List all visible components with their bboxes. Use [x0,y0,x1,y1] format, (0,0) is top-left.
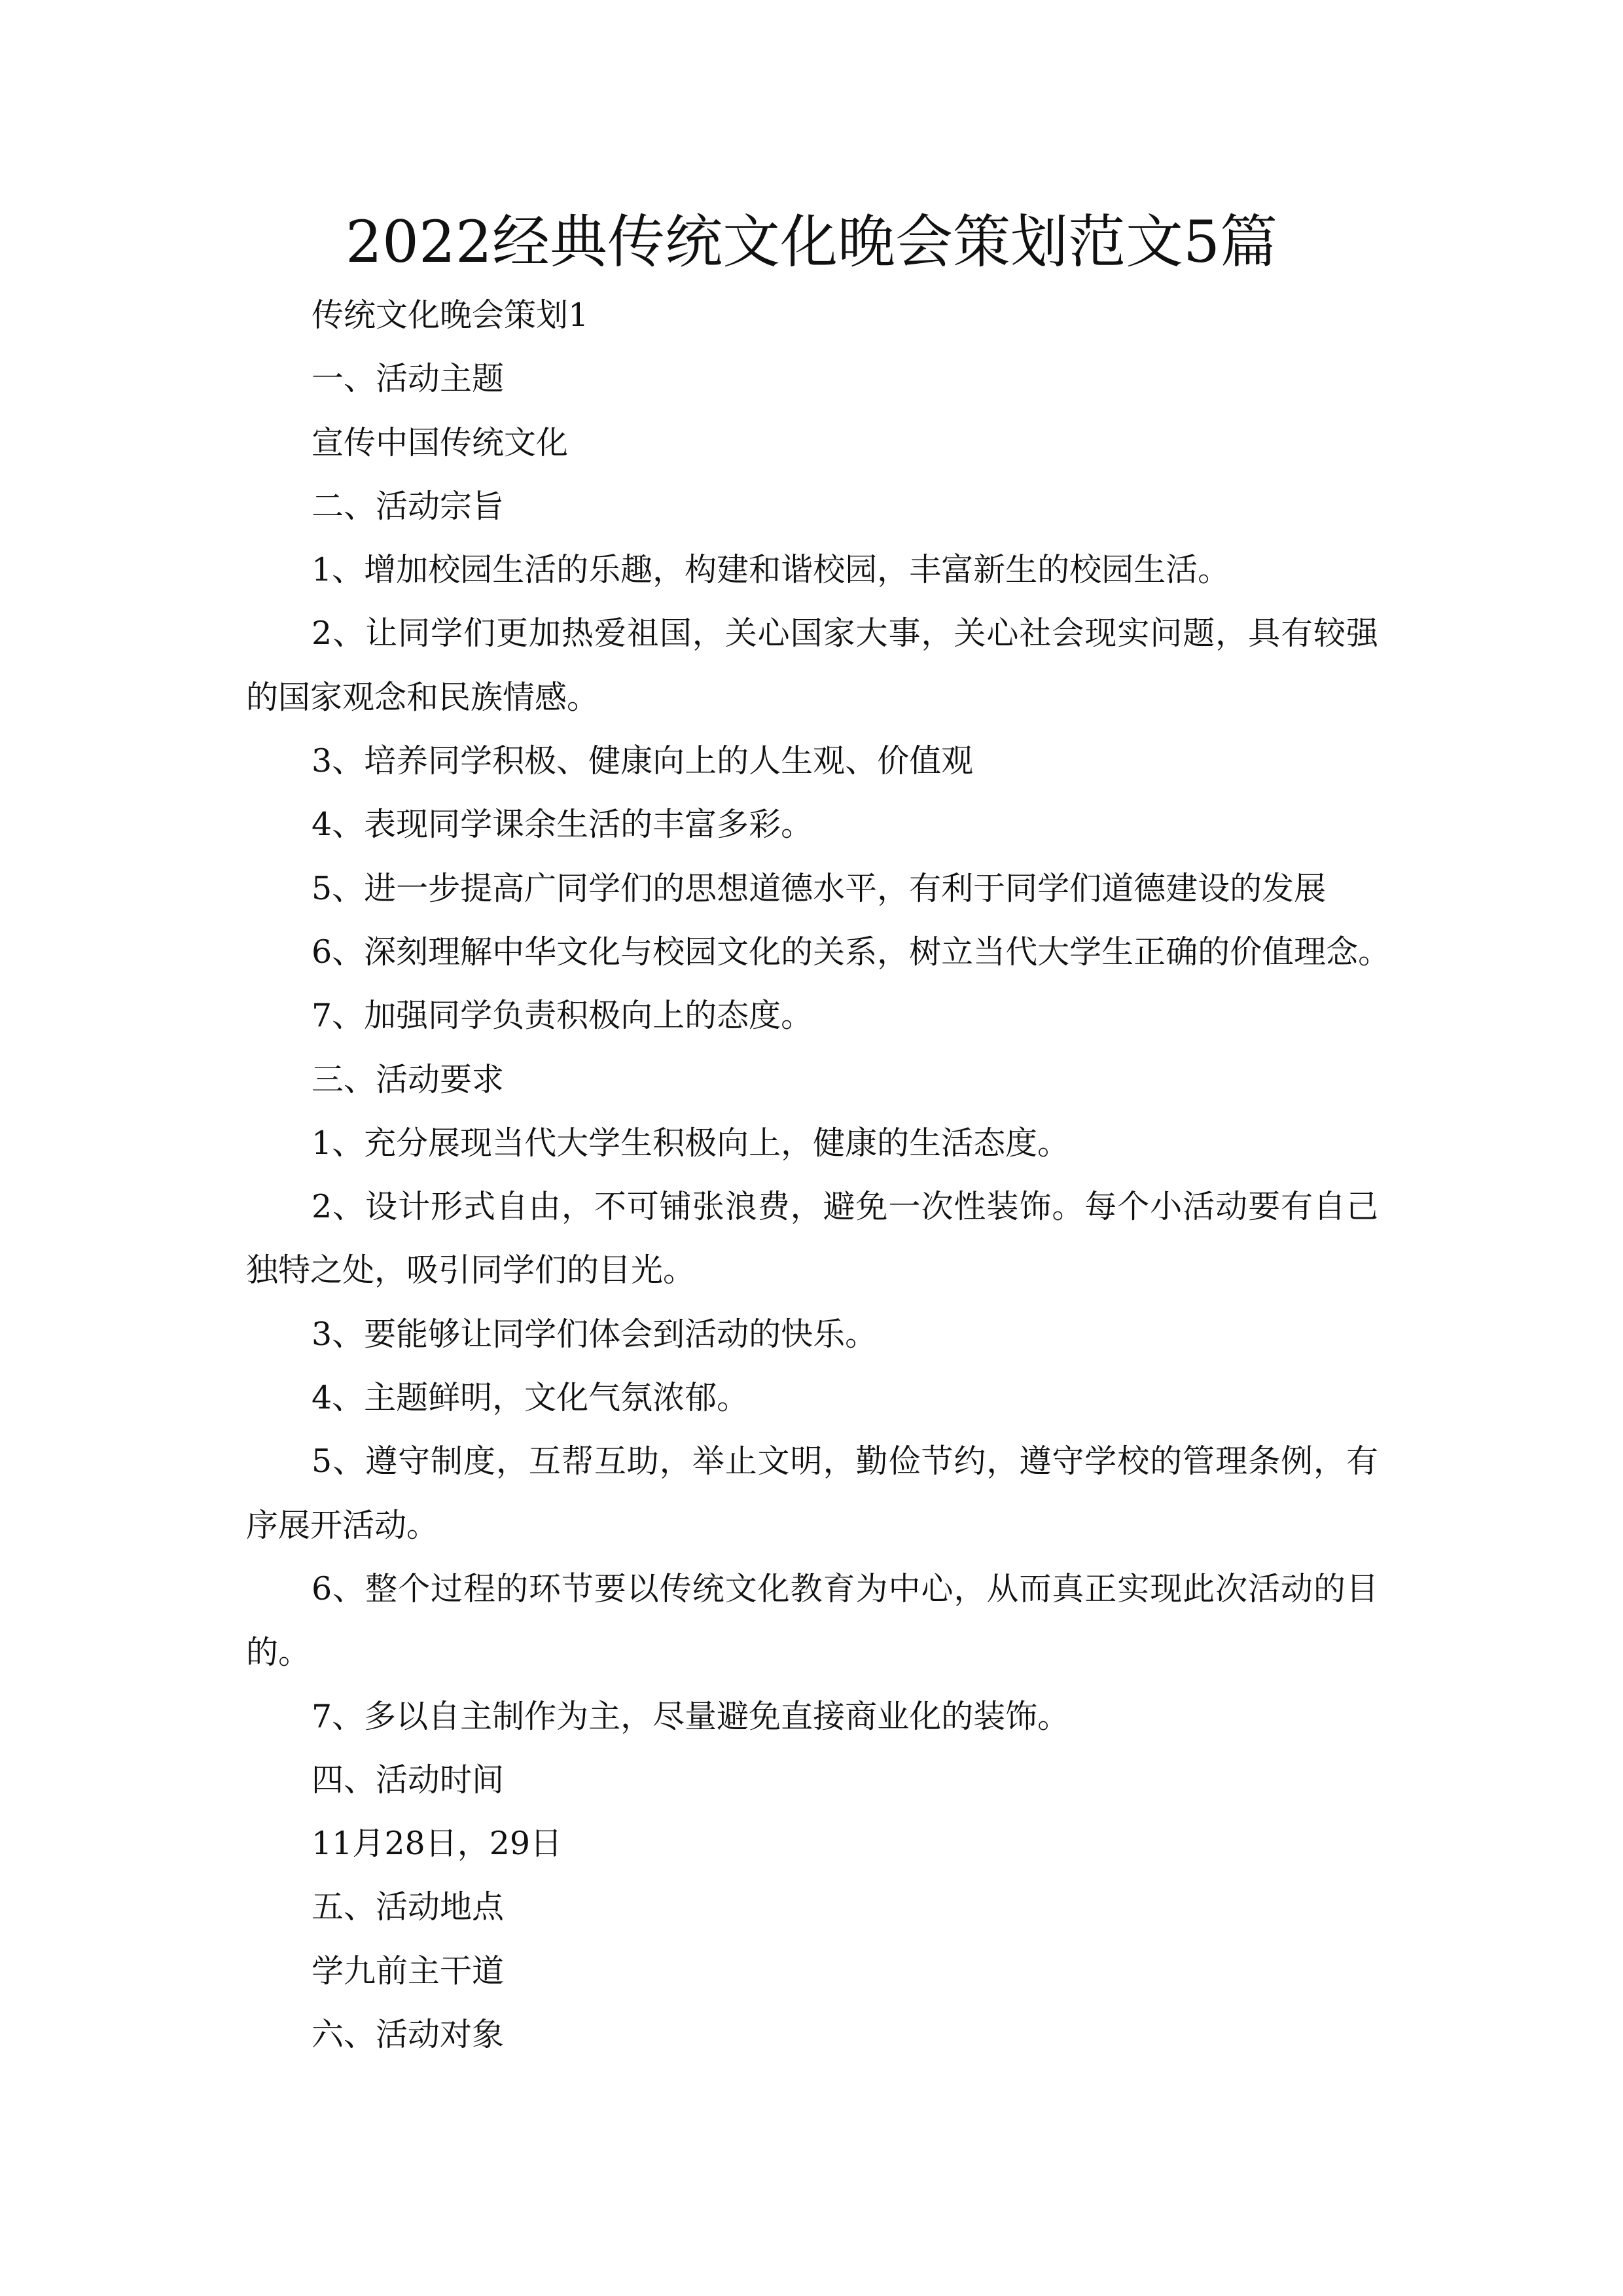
text-line: 六、活动对象 [312,2016,505,2054]
text-line: 一、活动主题 [312,360,505,398]
text-line: 5、进一步提高广同学们的思想道德水平，有利于同学们道德建设的发展 [312,869,1327,907]
document-title: 2022经典传统文化晚会策划范文5篇 [346,208,1277,276]
text-line: 1、增加校园生活的乐趣，构建和谐校园，丰富新生的校园生活。 [312,551,1230,589]
text-line: 6、整个过程的环节要以传统文化教育为中心，从而真正实现此次活动的目 [312,1570,1378,1607]
text-line: 6、深刻理解中华文化与校园文化的关系，树立当代大学生正确的价值理念。 [312,933,1391,971]
text-line: 5、遵守制度，互帮互助，举止文明，勤俭节约，遵守学校的管理条例，有 [312,1443,1378,1480]
document-body [246,283,1391,2066]
text-line: 1、充分展现当代大学生积极向上，健康的生活态度。 [312,1124,1070,1162]
text-line: 的。 [246,1634,311,1672]
text-line: 2、设计形式自由，不可铺张浪费，避免一次性装饰。每个小活动要有自己 [312,1188,1378,1226]
text-line: 序展开活动。 [246,1506,439,1544]
text-line: 4、主题鲜明，文化气氛浓郁。 [312,1379,749,1417]
text-line: 3、培养同学积极、健康向上的人生观、价值观 [312,742,974,780]
text-line: 五、活动地点 [312,1888,505,1926]
text-line: 独特之处，吸引同学们的目光。 [246,1251,696,1289]
text-line: 宣传中国传统文化 [312,423,569,461]
text-line: 二、活动宗旨 [312,487,505,525]
text-line: 7、多以自主制作为主，尽量避免直接商业化的装饰。 [312,1697,1070,1735]
text-line: 三、活动要求 [312,1060,505,1098]
text-line: 的国家观念和民族情感。 [246,678,599,716]
text-line: 传统文化晚会策划1 [312,296,589,334]
text-line: 4、表现同学课余生活的丰富多彩。 [312,806,813,844]
text-line: 3、要能够让同学们体会到活动的快乐。 [312,1315,878,1353]
text-line: 7、加强同学负责积极向上的态度。 [312,997,813,1035]
text-line: 学九前主干道 [312,1952,505,1990]
text-line: 11月28日，29日 [312,1825,563,1863]
text-line: 四、活动时间 [312,1761,505,1799]
text-line: 2、让同学们更加热爱祖国，关心国家大事，关心社会现实问题，具有较强 [312,615,1378,653]
